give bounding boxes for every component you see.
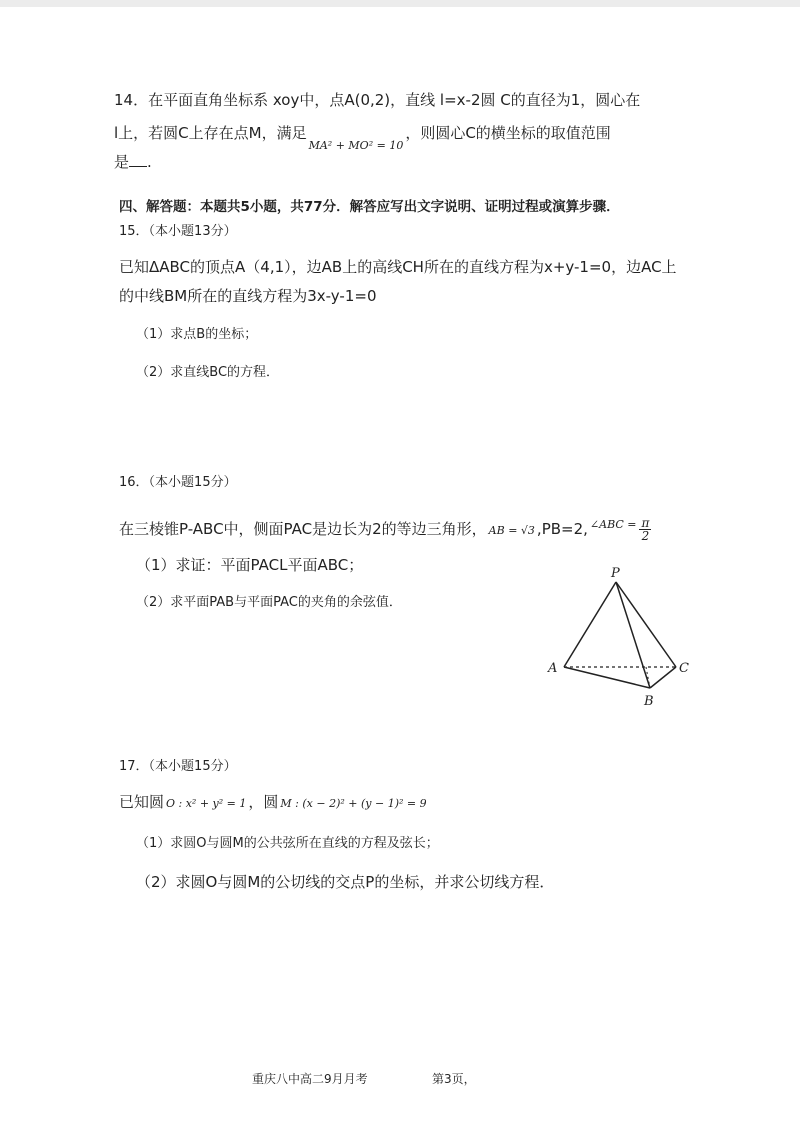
edge-ab	[564, 667, 650, 688]
q17-formula-circle-o: O : x² + y² = 1	[166, 797, 247, 810]
edge-pb	[616, 582, 650, 688]
q16-formula-ab: AB = √3	[488, 524, 535, 537]
q15-stem-line1: 已知ΔABC的顶点A（4,1），边AB上的高线CH所在的直线方程为x+y-1=0，边AC上	[119, 258, 677, 276]
q14-line3	[114, 152, 152, 172]
answer-blank	[129, 152, 147, 167]
section-4-header: 四、解答题：本题共5小题，共77分．解答应写出文字说明、证明过程或演算步骤．	[119, 199, 620, 215]
tetrahedron-figure	[540, 566, 690, 712]
q14-line1: 14．在平面直角坐标系 xoy中，点A(0,2)，直线 l=x-2圆 C的直径为1，圆心在	[114, 91, 641, 109]
q14-formula: MA² + MO² = 10	[308, 139, 404, 152]
q16-stem-text-a: 在三棱锥P-ABC中，侧面PAC是边长为2的等边三角形，	[119, 520, 487, 538]
q15-part2: （2）求直线BC的方程．	[136, 365, 280, 380]
q14-line2-text-a: l上，若圆C上存在点M，满足	[114, 124, 307, 142]
vertex-label-c: C	[679, 661, 689, 676]
vertex-label-p: P	[611, 566, 620, 581]
q17-stem-text-b: ，圆	[248, 793, 279, 811]
q15-number: 15．（本小题13分）	[119, 224, 237, 239]
q15-stem-line2: 的中线BM所在的直线方程为3x-y-1=0	[119, 287, 377, 305]
q16-part2: （2）求平面PAB与平面PAC的夹角的余弦值．	[136, 595, 402, 610]
q15-part1: （1）求点B的坐标；	[136, 327, 258, 342]
top-edge	[0, 0, 800, 7]
q17-stem-text-a: 已知圆	[119, 793, 165, 811]
q17-number: 17．（本小题15分）	[119, 759, 237, 774]
q14-line2-text-b: ，则圆心C的横坐标的取值范围	[405, 124, 611, 142]
q17-formula-circle-m: M : (x − 2)² + (y − 1)² = 9	[280, 797, 427, 810]
q17-part1: （1）求圆O与圆M的公共弦所在直线的方程及弦长；	[136, 836, 439, 851]
q16-formula-angle: ∠ABC =	[589, 518, 637, 531]
edge-pa	[564, 582, 616, 667]
fraction-numerator: π	[641, 516, 650, 530]
fraction-denominator: 2	[641, 529, 650, 543]
q16-number: 16．（本小题15分）	[119, 475, 237, 490]
q16-fraction-pi-over-2	[639, 517, 651, 542]
footer-exam-title: 重庆八中高二9月月考	[252, 1072, 368, 1086]
q17-stem	[119, 792, 427, 814]
q17-part2: （2）求圆O与圆M的公切线的交点P的坐标，并求公切线方程．	[136, 873, 555, 891]
q14-line2	[114, 123, 611, 152]
q14-line3-end: .	[147, 153, 152, 171]
q14-line3-text: 是	[114, 153, 130, 171]
q16-part1: （1）求证：平面PACL平面ABC；	[136, 556, 364, 574]
edge-pc	[616, 582, 676, 667]
vertex-label-b: B	[644, 694, 654, 709]
vertex-label-a: A	[548, 661, 558, 676]
footer-page-number: 第3页，	[432, 1072, 476, 1086]
q16-stem-text-b: ,PB=2,	[536, 520, 588, 538]
edge-bc	[650, 667, 676, 688]
q16-stem	[119, 517, 651, 542]
